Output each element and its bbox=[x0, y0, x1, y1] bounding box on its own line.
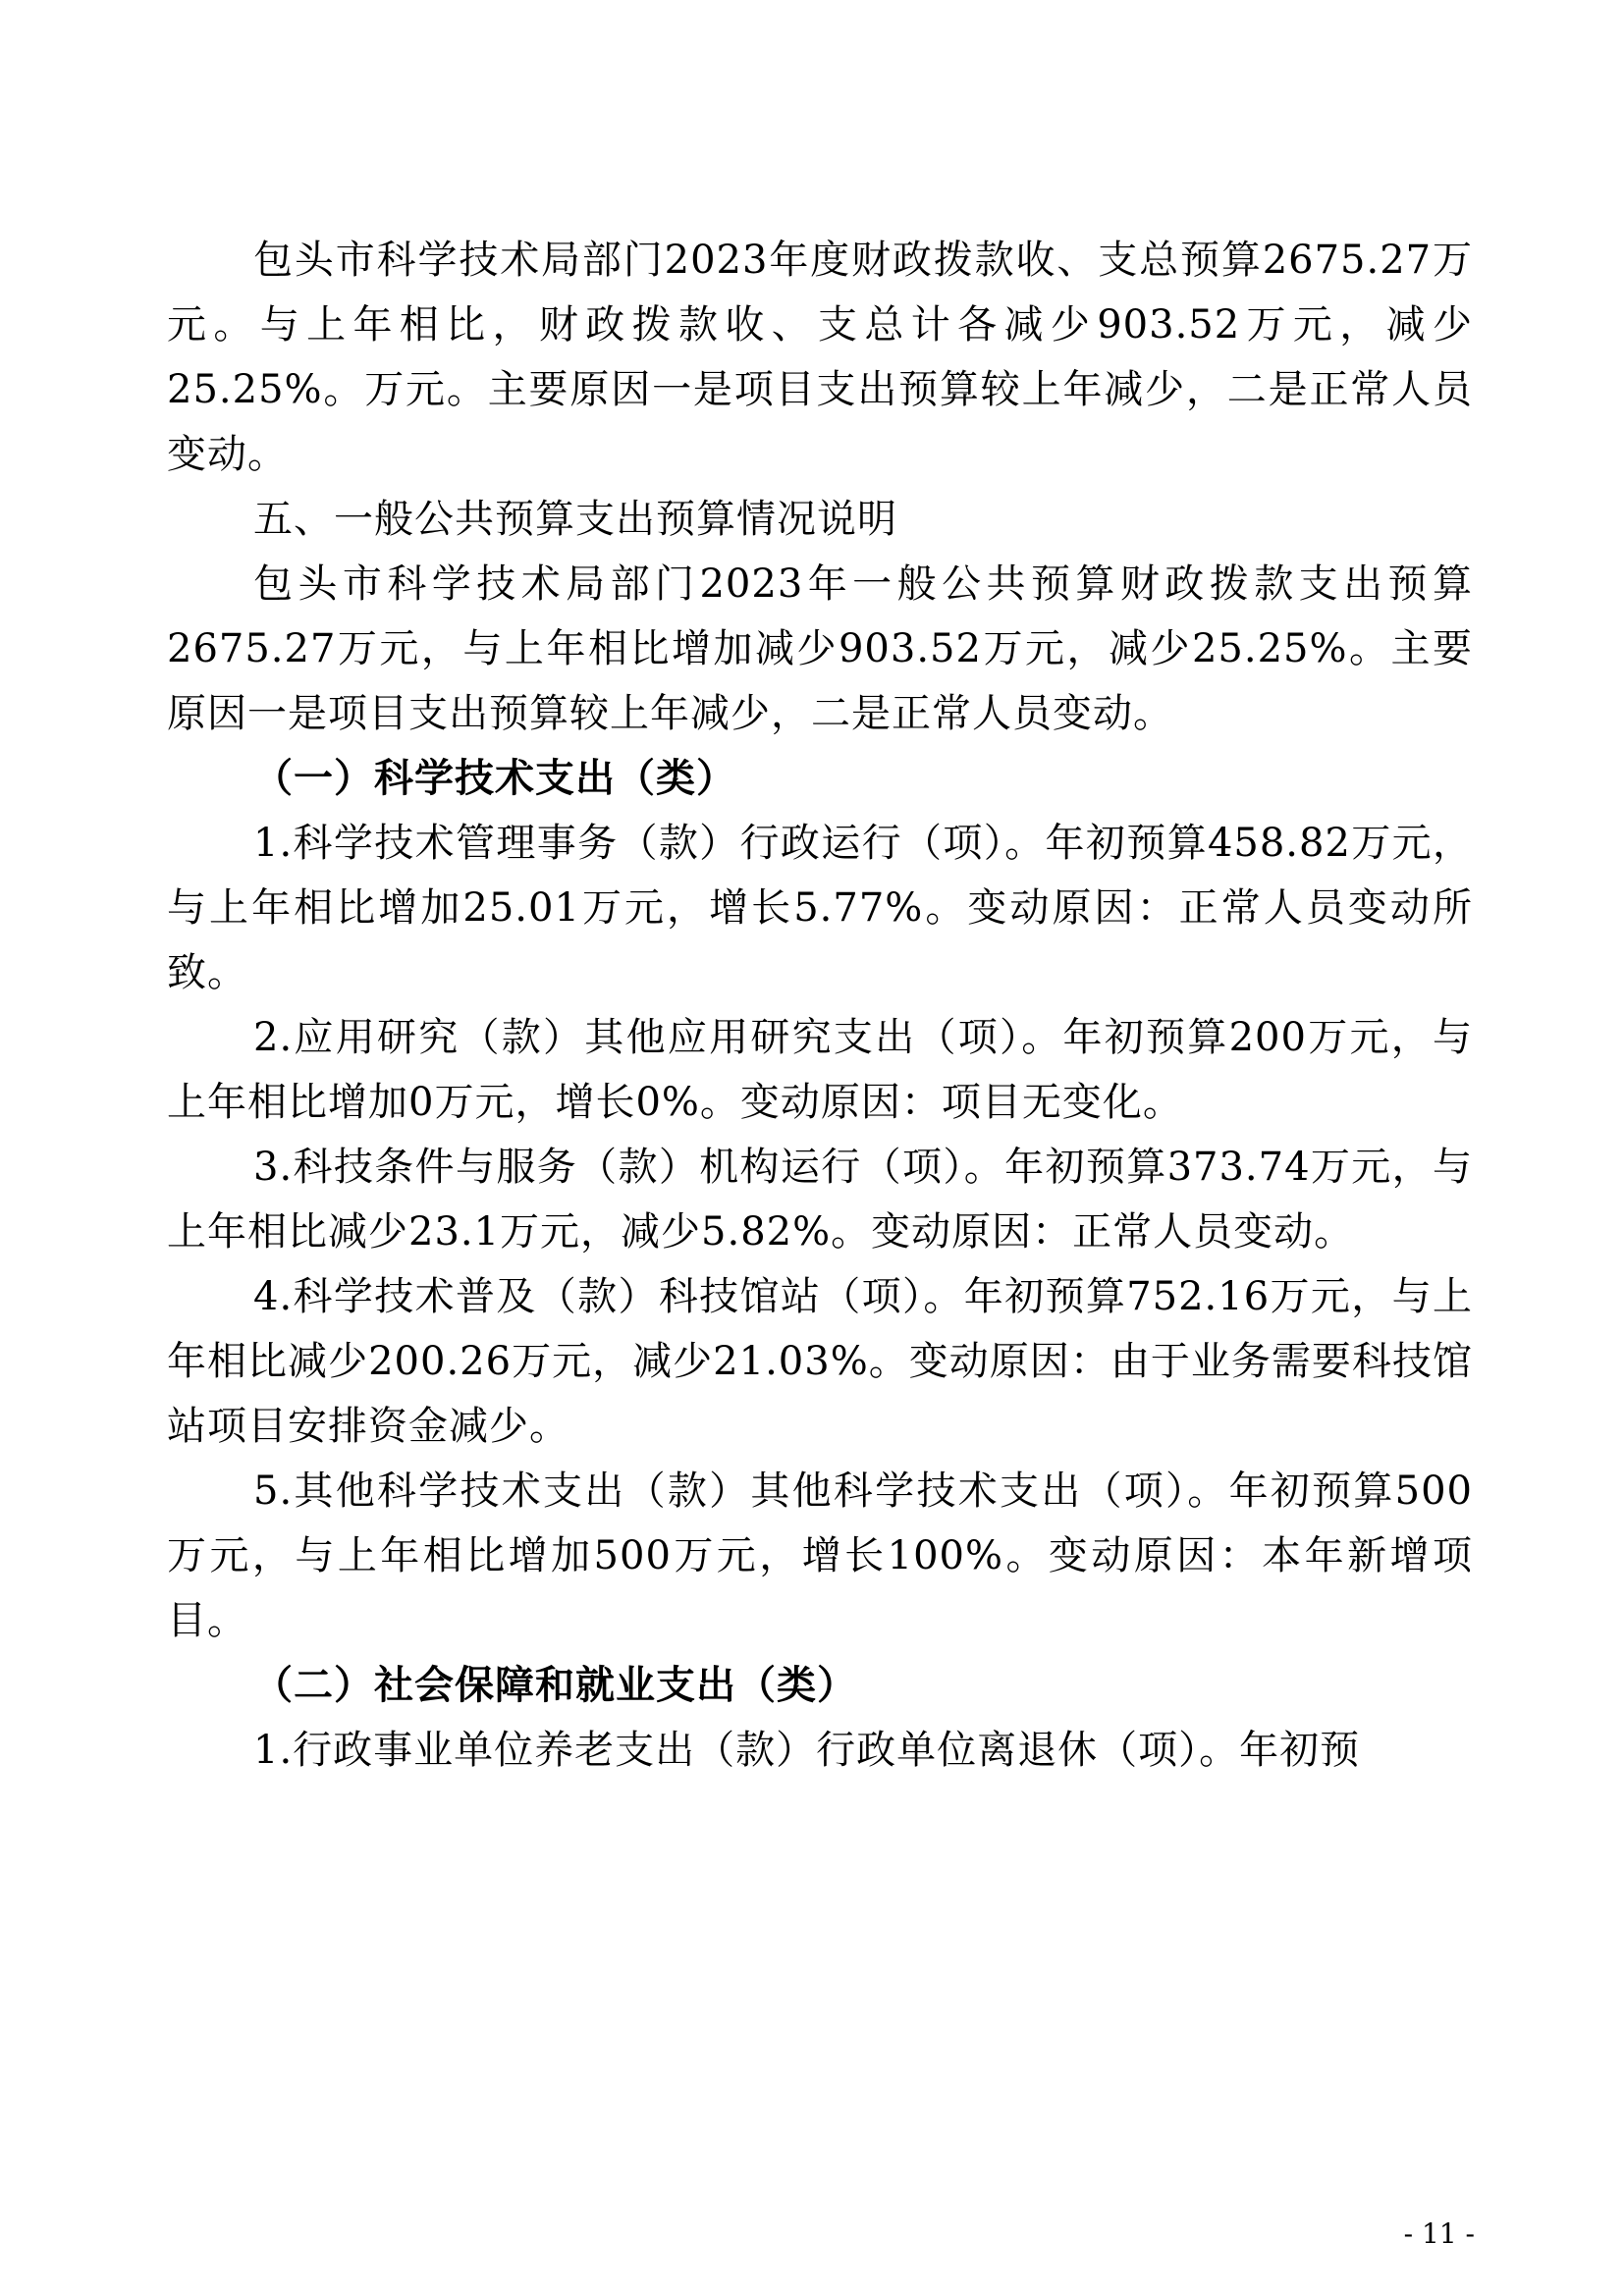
paragraph-social-item-1: 1.行政事业单位养老支出（款）行政单位离退休（项）。年初预 bbox=[253, 1728, 1361, 1773]
paragraph-item-5: 5.其他科学技术支出（款）其他科学技术支出（项）。年初预算500万元，与上年相比增加500万元，增长100%。变动原因：本年新增项目。 bbox=[167, 1468, 1473, 1643]
page-number: - 11 - bbox=[1403, 2217, 1475, 2250]
paragraph-item-4: 4.科学技术普及（款）科技馆站（项）。年初预算752.16万元，与上年相比减少200.26万元，减少21.03%。变动原因：由于业务需要科技馆站项目安排资金减少。 bbox=[167, 1274, 1473, 1449]
paragraph-item-2: 2.应用研究（款）其他应用研究支出（项）。年初预算200万元，与上年相比增加0万元，增长0%。变动原因：项目无变化。 bbox=[167, 1015, 1473, 1125]
section-heading-general-budget: 五、一般公共预算支出预算情况说明 bbox=[253, 497, 897, 542]
paragraph-financial-summary: 包头市科学技术局部门2023年度财政拨款收、支总预算2675.27万元。与上年相比，财政拨款收、支总计各减少903.52万元，减少25.25%。万元。主要原因一是项目支出预算较上年减少，二是正常人员变动。 bbox=[167, 238, 1473, 477]
paragraph-item-1: 1.科学技术管理事务（款）行政运行（项）。年初预算458.82万元，与上年相比增加25.01万元，增长5.77%。变动原因：正常人员变动所致。 bbox=[167, 821, 1473, 995]
paragraph-general-budget: 包头市科学技术局部门2023年一般公共预算财政拨款支出预算2675.27万元，与上年相比增加减少903.52万元，减少25.25%。主要原因一是项目支出预算较上年减少，二是正常人员变动。 bbox=[167, 561, 1473, 736]
subheading-social-security-expenditure: （二）社会保障和就业支出（类） bbox=[253, 1662, 857, 1708]
paragraph-item-3: 3.科技条件与服务（款）机构运行（项）。年初预算373.74万元，与上年相比减少23.1万元，减少5.82%。变动原因：正常人员变动。 bbox=[167, 1145, 1473, 1255]
subheading-science-tech-expenditure: （一）科学技术支出（类） bbox=[253, 755, 736, 801]
document-body bbox=[167, 228, 1473, 1783]
